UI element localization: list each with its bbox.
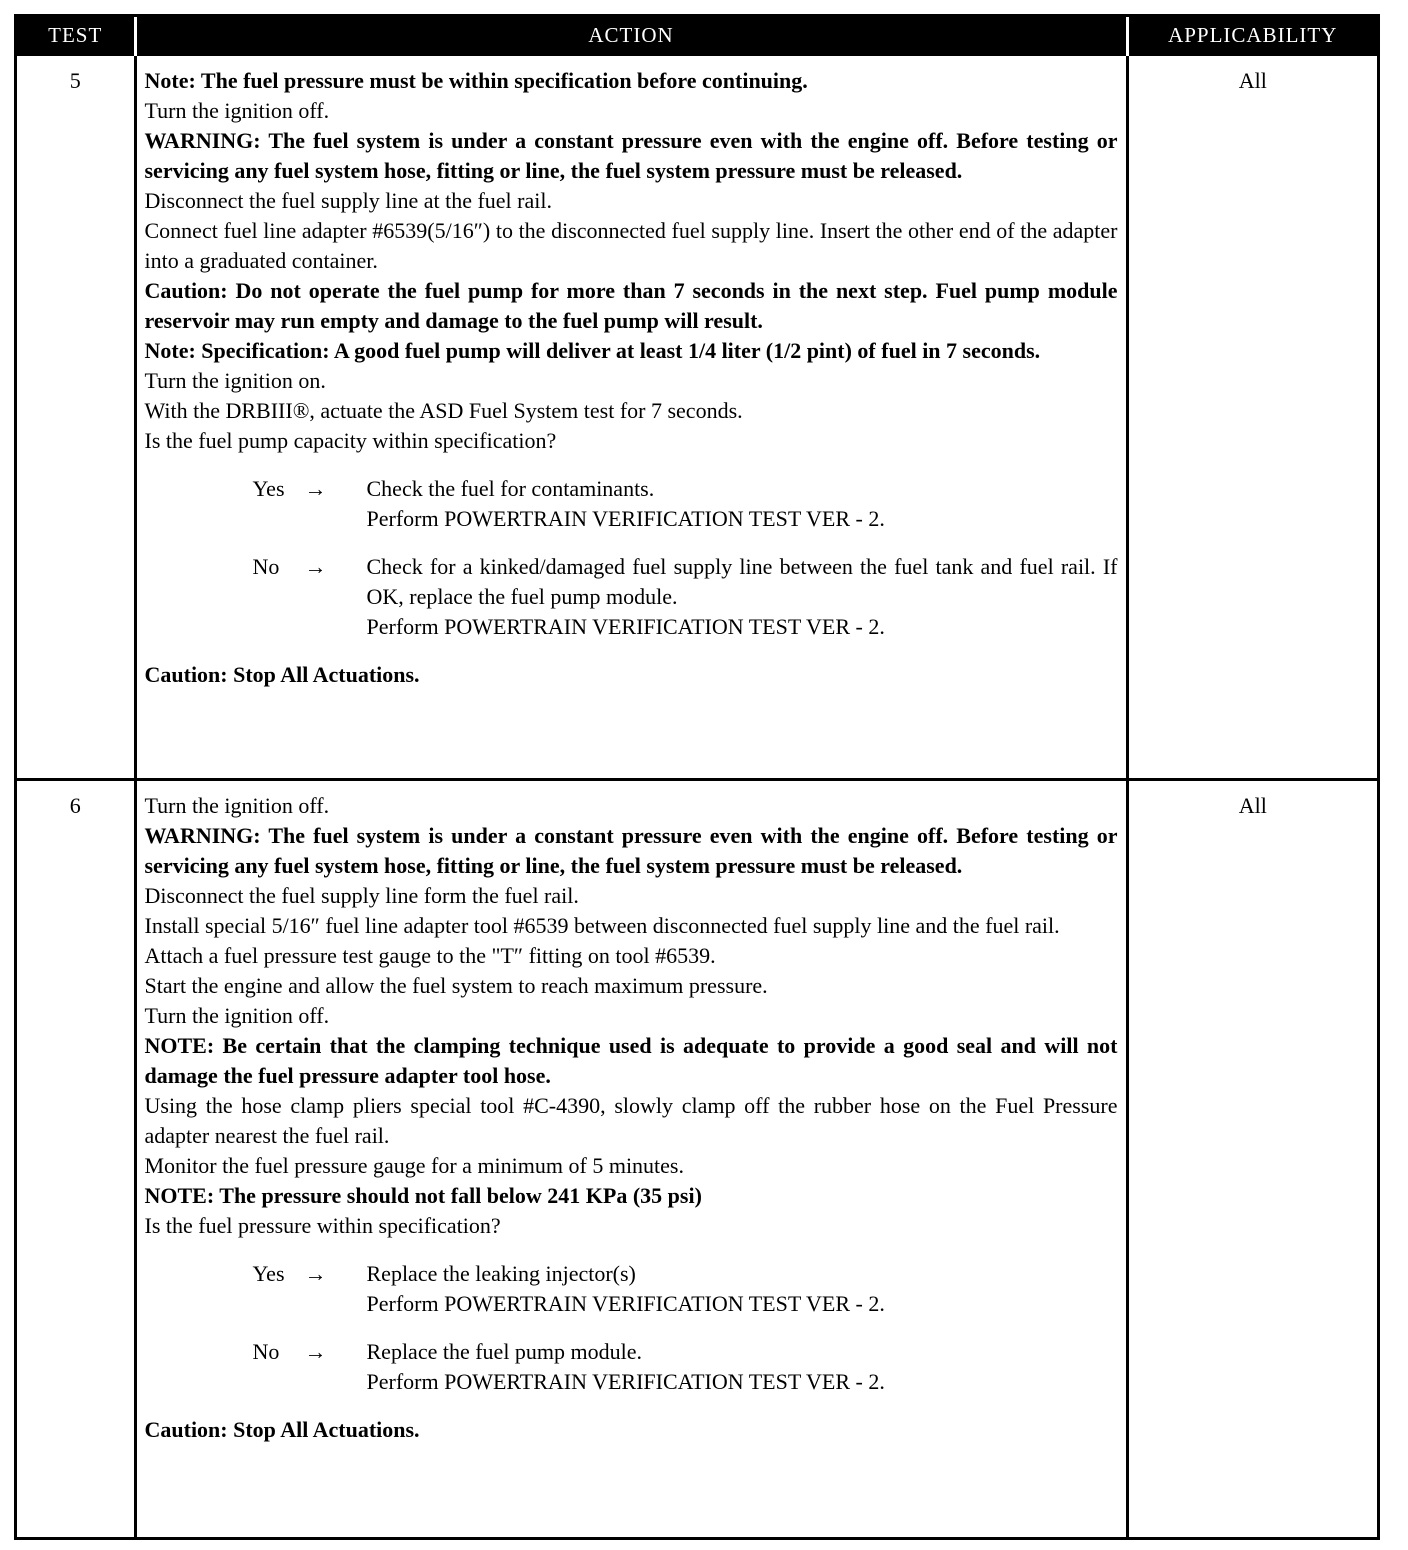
action-step: Install special 5/16″ fuel line adapter tool #6539 between disconnected fuel supply line and the fuel rail.	[144, 913, 1060, 939]
answer-line: Perform POWERTRAIN VERIFICATION TEST VER - 2.	[366, 506, 885, 531]
header-test: TEST	[17, 17, 135, 55]
action-note: Note: The fuel pressure must be within specification before continuing.	[144, 68, 808, 93]
answer-no	[253, 1337, 1118, 1397]
answer-yes	[253, 474, 1118, 534]
action-step: Start the engine and allow the fuel system to reach maximum pressure.	[144, 973, 768, 999]
answer-no-text	[367, 1337, 1118, 1397]
applicability-cell: All	[1127, 780, 1377, 1537]
test-number: 6	[17, 780, 135, 1537]
header-applicability: APPLICABILITY	[1127, 17, 1377, 55]
action-step: Turn the ignition on.	[144, 368, 326, 393]
caution-stop-actuations: Caution: Stop All Actuations.	[144, 1417, 420, 1443]
action-note: WARNING: The fuel system is under a constant pressure even with the engine off. Before testing or servicing any fuel system hose, fitting or line, the fuel system pressure must be released.	[144, 128, 1118, 183]
answer-line: Check for a kinked/damaged fuel supply line between the fuel tank and fuel rail. If OK, replace the fuel pump module.	[366, 554, 1118, 609]
answer-yes-text	[367, 1259, 1118, 1319]
test-number: 5	[17, 55, 135, 780]
action-step: Turn the ignition off.	[144, 98, 330, 123]
table-row	[17, 55, 1377, 780]
applicability-cell: All	[1127, 55, 1377, 780]
answer-line: Replace the fuel pump module.	[366, 1339, 643, 1365]
action-note: NOTE: Be certain that the clamping technique used is adequate to provide a good seal and will not damage the fuel pressure adapter tool hose.	[144, 1033, 1118, 1089]
answer-yes-text	[367, 474, 1118, 534]
right-arrow-icon: →	[304, 1339, 327, 1365]
action-step: Turn the ignition off.	[144, 1003, 330, 1029]
action-step: Using the hose clamp pliers special tool #C-4390, slowly clamp off the rubber hose on the Fuel Pressure adapter nearest the fuel rail.	[144, 1093, 1118, 1149]
test-table	[17, 17, 1377, 1537]
diagnostic-test-table	[14, 14, 1380, 1540]
action-step: Turn the ignition off.	[144, 793, 330, 819]
action-cell	[135, 55, 1127, 780]
caution-stop-actuations: Caution: Stop All Actuations.	[144, 662, 420, 687]
answer-line: Check the fuel for contaminants.	[366, 476, 655, 501]
action-note: NOTE: The pressure should not fall below 241 KPa (35 psi)	[144, 1183, 702, 1209]
answer-yes	[253, 1259, 1118, 1319]
answer-yes-label: Yes	[252, 476, 285, 501]
action-cell	[135, 780, 1127, 1537]
answer-yes-label: Yes	[252, 1261, 285, 1287]
action-step: Is the fuel pump capacity within specification?	[144, 428, 557, 453]
answer-no	[253, 552, 1118, 642]
answer-no-label: No	[252, 554, 280, 579]
answer-line: Perform POWERTRAIN VERIFICATION TEST VER - 2.	[366, 1291, 885, 1317]
answer-no-text	[367, 552, 1118, 642]
answer-line: Perform POWERTRAIN VERIFICATION TEST VER - 2.	[366, 614, 885, 639]
table-row	[17, 780, 1377, 1537]
right-arrow-icon: →	[304, 476, 327, 501]
action-step: With the DRBIII®, actuate the ASD Fuel System test for 7 seconds.	[144, 398, 743, 423]
answer-line: Replace the leaking injector(s)	[366, 1261, 636, 1287]
answer-no-label: No	[252, 1339, 280, 1365]
action-step: Connect fuel line adapter #6539(5/16″) to the disconnected fuel supply line. Insert the other end of the adapter into a graduated container.	[144, 218, 1118, 273]
action-step: Is the fuel pressure within specification?	[144, 1213, 501, 1239]
action-note: Caution: Do not operate the fuel pump for more than 7 seconds in the next step. Fuel pump module reservoir may run empty and damage to the fuel pump will result.	[144, 278, 1118, 333]
right-arrow-icon: →	[304, 554, 327, 579]
action-note: Note: Specification: A good fuel pump will deliver at least 1/4 liter (1/2 pint) of fuel in 7 seconds.	[144, 338, 1041, 363]
action-step: Disconnect the fuel supply line at the fuel rail.	[144, 188, 552, 213]
header-row	[17, 17, 1377, 55]
action-step: Attach a fuel pressure test gauge to the "T″ fitting on tool #6539.	[144, 943, 716, 969]
action-step: Disconnect the fuel supply line form the fuel rail.	[144, 883, 579, 909]
action-step: Monitor the fuel pressure gauge for a minimum of 5 minutes.	[144, 1153, 684, 1179]
right-arrow-icon: →	[304, 1261, 327, 1287]
action-note: WARNING: The fuel system is under a constant pressure even with the engine off. Before testing or servicing any fuel system hose, fitting or line, the fuel system pressure must be released.	[144, 823, 1118, 879]
answer-line: Perform POWERTRAIN VERIFICATION TEST VER - 2.	[366, 1369, 885, 1395]
header-action: ACTION	[135, 17, 1127, 55]
